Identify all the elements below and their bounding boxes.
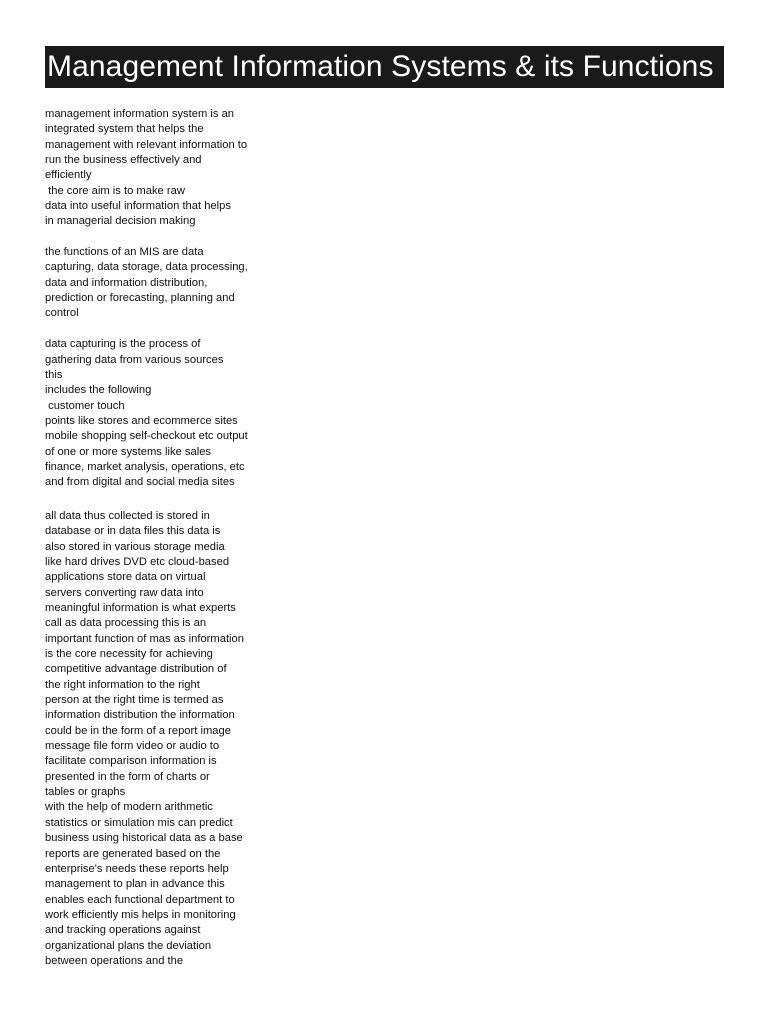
text-line: efficiently (45, 169, 92, 182)
text-line: finance, market analysis, operations, etc (45, 460, 245, 473)
text-line: customer touch (45, 399, 125, 412)
blank-line (45, 230, 345, 245)
text-line: the functions of an MIS are data (45, 246, 204, 259)
text-line: person at the right time is termed as (45, 694, 224, 707)
text-line: data capturing is the process of (45, 338, 201, 351)
text-line: call as data processing this is an (45, 617, 207, 630)
text-line: the core aim is to make raw (45, 184, 185, 197)
document-body (45, 107, 345, 969)
text-line: servers converting raw data into (45, 586, 204, 599)
text-line: enables each functional department to (45, 893, 235, 906)
text-line: information distribution the information (45, 709, 235, 722)
text-line: data into useful information that helps (45, 200, 231, 213)
page-title: Management Information Systems & its Functions (45, 46, 724, 88)
text-line: between operations and the (45, 954, 184, 967)
text-line: of one or more systems like sales (45, 445, 212, 458)
text-line: prediction or forecasting, planning and (45, 292, 235, 305)
text-line: could be in the form of a report image (45, 724, 231, 737)
text-line: and tracking operations against (45, 924, 201, 937)
blank-line (45, 491, 345, 506)
text-line: competitive advantage distribution of (45, 663, 227, 676)
text-line: in managerial decision making (45, 215, 196, 228)
text-line: management with relevant information to (45, 138, 248, 151)
text-line: facilitate comparison information is (45, 755, 217, 768)
text-line: meaningful information is what experts (45, 602, 236, 614)
text-line: is the core necessity for achieving (45, 648, 213, 661)
text-line: includes the following (45, 384, 152, 397)
text-line: like hard drives DVD etc cloud-based (45, 555, 230, 568)
text-line: integrated system that helps the (45, 123, 204, 136)
text-line: business using historical data as a base (45, 832, 243, 845)
text-line: management information system is an (45, 108, 235, 120)
text-line: control (45, 307, 79, 320)
text-line: gathering data from various sources (45, 353, 224, 366)
text-line: run the business effectively and (45, 154, 202, 167)
text-line: capturing, data storage, data processing, (45, 261, 248, 274)
text-line: database or in data files this data is (45, 525, 221, 538)
text-line: applications store data on virtual (45, 571, 206, 584)
text-line: enterprise's needs these reports help (45, 862, 229, 875)
text-line: organizational plans the deviation (45, 939, 212, 952)
text-line: message file form video or audio to (45, 740, 220, 753)
text-line: points like stores and ecommerce sites (45, 414, 238, 427)
blank-line (45, 322, 345, 337)
text-line: all data thus collected is stored in (45, 509, 210, 522)
text-line: presented in the form of charts or (45, 770, 210, 783)
text-line: statistics or simulation mis can predict (45, 816, 233, 829)
text-line: this (45, 368, 63, 381)
text-line: tables or graphs (45, 786, 126, 799)
text-line: data and information distribution, (45, 276, 208, 289)
text-line: mobile shopping self-checkout etc output (45, 430, 248, 443)
text-line: also stored in various storage media (45, 540, 225, 553)
text-line: management to plan in advance this (45, 878, 225, 891)
text-line: with the help of modern arithmetic (45, 801, 213, 814)
text-line: work efficiently mis helps in monitoring (45, 908, 236, 921)
text-line: the right information to the right (45, 678, 200, 691)
text-line: reports are generated based on the (45, 847, 221, 860)
text-line: important function of mas as information (45, 632, 244, 645)
text-line: and from digital and social media sites (45, 476, 235, 489)
